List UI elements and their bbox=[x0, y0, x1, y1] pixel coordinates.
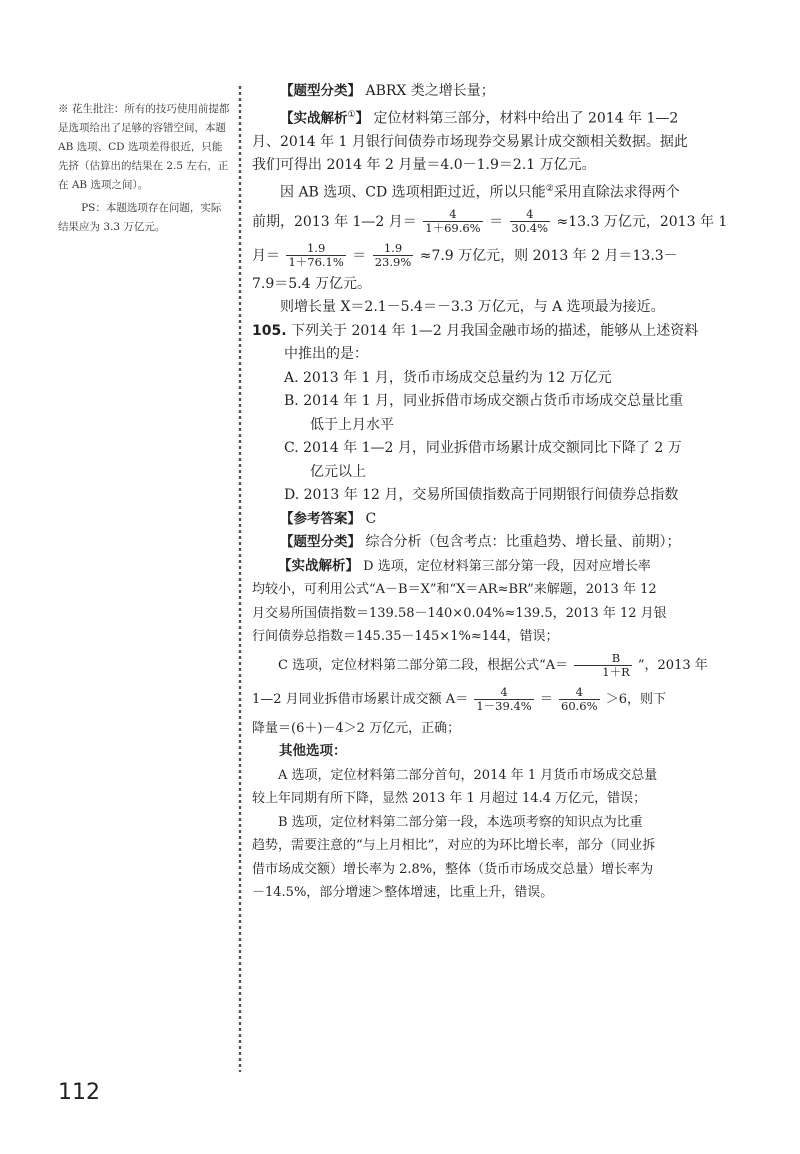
q105-stem-l1 bbox=[252, 320, 748, 344]
analysis-text: 定位材料第三部分，材料中给出了 2014 年 1—2 bbox=[373, 110, 679, 127]
option-c: C. 2014 年 1—2 月，同业拆借市场累计成交额同比下降了 2 万 bbox=[284, 440, 682, 457]
c-analysis-l3: 降量＝(6＋)－4＞2 万亿元，正确； bbox=[252, 720, 461, 736]
text: 月＝ bbox=[252, 247, 280, 264]
fraction bbox=[510, 208, 551, 235]
text: D 选项，定位材料第三部分第一段，因对应增长率 bbox=[363, 558, 651, 574]
answer-value: C bbox=[365, 510, 377, 527]
text: ”，2013 年 bbox=[637, 657, 708, 673]
prev-p2-l4: 7.9＝5.4 万亿元。 bbox=[252, 275, 371, 292]
prev-p3: 则增长量 X＝2.1－5.4＝－3.3 万亿元，与 A 选项最为接近。 bbox=[280, 299, 665, 316]
text: 采用直除法求得两个 bbox=[553, 184, 680, 201]
analysis-label: 【实战解析 bbox=[280, 110, 348, 127]
numerator: 1.9 bbox=[286, 242, 345, 256]
footnote-mark: ② bbox=[545, 183, 554, 194]
d-analysis-l1 bbox=[252, 555, 748, 579]
numerator: 4 bbox=[474, 686, 533, 700]
analysis-label-end: 】 bbox=[355, 110, 370, 127]
answer-line bbox=[252, 508, 748, 532]
fraction bbox=[559, 686, 600, 713]
c-analysis-l1 bbox=[252, 649, 748, 683]
text: ≈7.9 万亿元，则 2013 年 2 月＝13.3－ bbox=[419, 247, 678, 264]
sidebar-annotation bbox=[58, 100, 230, 237]
fraction bbox=[373, 242, 414, 269]
numerator: 4 bbox=[510, 208, 551, 222]
footnote-mark: ① bbox=[347, 109, 356, 120]
denominator: 30.4% bbox=[511, 221, 549, 236]
b-analysis-l4: －14.5%，部分增速＞整体增速，比重上升，错误。 bbox=[252, 885, 554, 901]
fraction bbox=[286, 242, 345, 269]
stem-text: 下列关于 2014 年 1—2 月我国金融市场的描述，能够从上述资料 bbox=[291, 322, 699, 339]
text: ＝ bbox=[539, 691, 553, 707]
type-label: 【题型分类】 bbox=[280, 83, 361, 99]
sidebar-note: ※ 花生批注：所有的技巧使用前提都是选项给出了足够的容错空间，本题 AB 选项、CD 选项差得很近，只能先挤（估算出的结果在 2.5 左右，正在 AB 选项之间）。 bbox=[58, 103, 230, 191]
text: ＝ bbox=[352, 247, 367, 264]
wavy-divider bbox=[236, 86, 244, 1072]
option-a: A. 2013 年 1 月，货币市场成交总量约为 12 万亿元 bbox=[284, 369, 612, 386]
option-c-cont: 亿元以上 bbox=[310, 463, 366, 480]
q105-type-line bbox=[252, 531, 748, 555]
d-analysis-l4: 行间债券总指数＝145.35－145×1%≈144，错误； bbox=[252, 629, 559, 645]
q105-stem-l2: 中推出的是： bbox=[284, 346, 368, 363]
b-analysis-l1: B 选项，定位材料第二部分第一段，本选项考察的知识点为比重 bbox=[278, 814, 643, 830]
fraction bbox=[474, 686, 533, 713]
prev-type-line bbox=[252, 80, 748, 104]
denominator: 60.6% bbox=[561, 698, 598, 713]
main-content bbox=[252, 80, 748, 905]
text: ≈13.3 万亿元，2013 年 1 bbox=[556, 213, 728, 230]
page-number: 112 bbox=[58, 1080, 100, 1105]
type-text: ABRX 类之增长量； bbox=[365, 83, 495, 99]
text: 前期，2013 年 1—2 月＝ bbox=[252, 213, 417, 230]
prev-p2-l2 bbox=[252, 205, 748, 239]
b-analysis-l3: 借市场成交额）增长率为 2.8%，整体（货币市场成交总量）增长率为 bbox=[252, 861, 654, 877]
b-analysis-l2: 趋势，需要注意的“与上月相比”，对应的为环比增长率，部分（同业拆 bbox=[252, 838, 656, 854]
fraction bbox=[574, 652, 631, 679]
denominator: 1＋76.1% bbox=[288, 255, 344, 270]
a-analysis-l1: A 选项，定位材料第二部分首句，2014 年 1 月货币市场成交总量 bbox=[278, 767, 658, 783]
denominator: 1－39.4% bbox=[476, 698, 532, 713]
prev-p2-l1 bbox=[252, 178, 748, 205]
option-d: D. 2013 年 12 月，交易所国债指数高于同期银行间债券总指数 bbox=[284, 487, 679, 504]
analysis-label: 【实战解析】 bbox=[278, 557, 359, 574]
a-analysis-l2: 较上年同期有所下降，显然 2013 年 1 月超过 14.4 万亿元，错误； bbox=[252, 791, 647, 807]
denominator: 1＋69.6% bbox=[425, 221, 481, 236]
sidebar-ps: PS：本题选项存在问题，实际结果应为 3.3 万亿元。 bbox=[58, 202, 222, 233]
prev-p2-l3 bbox=[252, 239, 748, 273]
text: ＝ bbox=[489, 213, 504, 230]
c-analysis-l2 bbox=[252, 683, 748, 717]
prev-analysis-l3: 我们可得出 2014 年 2 月量＝4.0－1.9＝2.1 万亿元。 bbox=[252, 157, 596, 174]
option-b: B. 2014 年 1 月，同业拆借市场成交额占货币市场成交总量比重 bbox=[284, 393, 684, 410]
numerator: B bbox=[574, 652, 631, 666]
question-number: 105. bbox=[252, 322, 287, 339]
prev-analysis-l1 bbox=[252, 104, 748, 131]
text: 1—2 月同业拆借市场累计成交额 A＝ bbox=[252, 691, 469, 707]
type-label: 【题型分类】 bbox=[280, 534, 361, 551]
type-text: 综合分析（包含考点：比重趋势、增长量、前期）； bbox=[365, 534, 681, 551]
d-analysis-l2: 均较小，可利用公式“A－B＝X”和“X＝AR≈BR”来解题，2013 年 12 bbox=[252, 582, 657, 598]
numerator: 4 bbox=[423, 208, 482, 222]
option-b-cont: 低于上月水平 bbox=[310, 416, 394, 433]
text: C 选项，定位材料第二部分第二段，根据公式“A＝ bbox=[278, 657, 569, 673]
numerator: 4 bbox=[559, 686, 600, 700]
text: ＞6，则下 bbox=[605, 691, 666, 707]
others-title: 其他选项： bbox=[279, 743, 347, 760]
answer-label: 【参考答案】 bbox=[280, 510, 361, 527]
text: 因 AB 选项、CD 选项相距过近，所以只能 bbox=[280, 184, 546, 201]
d-analysis-l3: 月交易所国债指数＝139.58－140×0.04%≈139.5，2013 年 12 月银 bbox=[252, 605, 667, 621]
numerator: 1.9 bbox=[373, 242, 414, 256]
denominator: 1＋R bbox=[602, 664, 630, 679]
fraction bbox=[423, 208, 482, 235]
prev-analysis-l2: 月、2014 年 1 月银行间债券市场现券交易累计成交额相关数据。据此 bbox=[252, 133, 688, 150]
denominator: 23.9% bbox=[374, 255, 412, 270]
